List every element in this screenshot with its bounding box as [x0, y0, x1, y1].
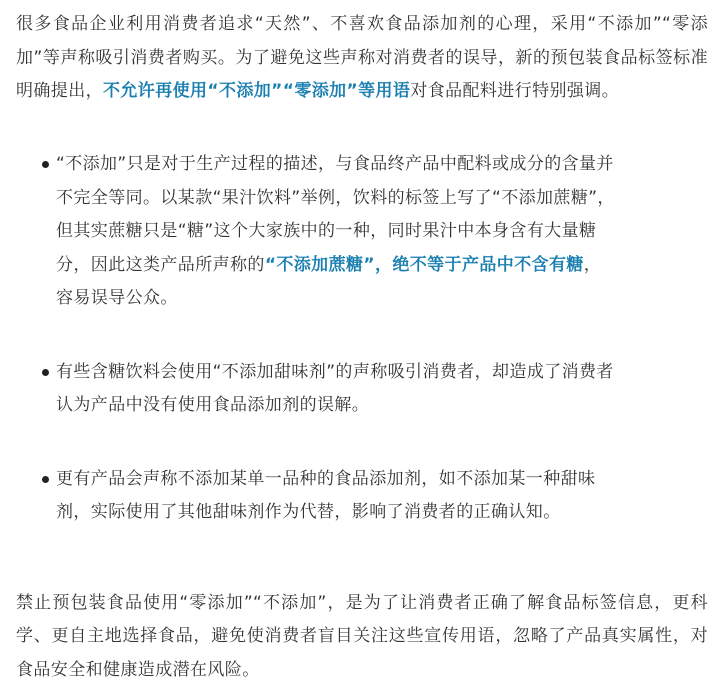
bullet-paragraph [56, 463, 616, 530]
intro-paragraph [16, 8, 708, 108]
bullet-highlight: “不添加蔗糖”，绝不等于产品中不含有糖 [264, 254, 584, 275]
bullet-dot-icon [42, 161, 49, 168]
list-item [16, 356, 616, 423]
intro-tail: 对食品配料进行特别强调。 [410, 81, 620, 101]
bullet-dot-icon [42, 476, 49, 483]
bullet-tail: ，容易误导公众。 [56, 254, 602, 308]
intro-highlight: 不允许再使用“不添加”“零添加”等用语 [103, 81, 411, 101]
bullet-paragraph [56, 356, 616, 423]
bullet-text: 有些含糖饮料会使用“不添加甜味剂”的声称吸引消费者，却造成了消费者认为产品中没有使用食品添加剂的误解。 [56, 361, 614, 415]
bullet-text: “不添加”只是对于生产过程的描述，与食品终产品中配料或成分的含量并不完全等同。以某款“果汁饮料”举例，饮料的标签上写了“不添加蔗糖”，但其实蔗糖只是“糖”这个大家族中的一种，同时果汁中本身含有大量糖分，因此这类产品所声称的 [56, 154, 615, 275]
bullet-paragraph [56, 148, 616, 316]
closing-paragraph [16, 587, 708, 688]
bullet-dot-icon [42, 369, 49, 376]
list-item [16, 148, 616, 316]
article-body [16, 8, 708, 687]
bullet-list [16, 148, 708, 530]
closing-text: 禁止预包装食品使用“零添加”“不添加”，是为了让消费者正确了解食品标签信息，更科学、更自主地选择食品，避免使消费者盲目关注这些宣传用语，忽略了产品真实属性，对食品安全和健康造成潜在风险。 [16, 592, 708, 680]
list-item [16, 463, 616, 530]
bullet-text: 更有产品会声称不添加某单一品种的食品添加剂，如不添加某一种甜味剂，实际使用了其他甜味剂作为代替，影响了消费者的正确认知。 [56, 468, 596, 522]
intro-text: 很多食品企业利用消费者追求“天然”、不喜欢食品添加剂的心理，采用“不添加”“零添加”等声称吸引消费者购买。为了避免这些声称对消费者的误导，新的预包装食品标签标准明确提出， [16, 14, 708, 101]
